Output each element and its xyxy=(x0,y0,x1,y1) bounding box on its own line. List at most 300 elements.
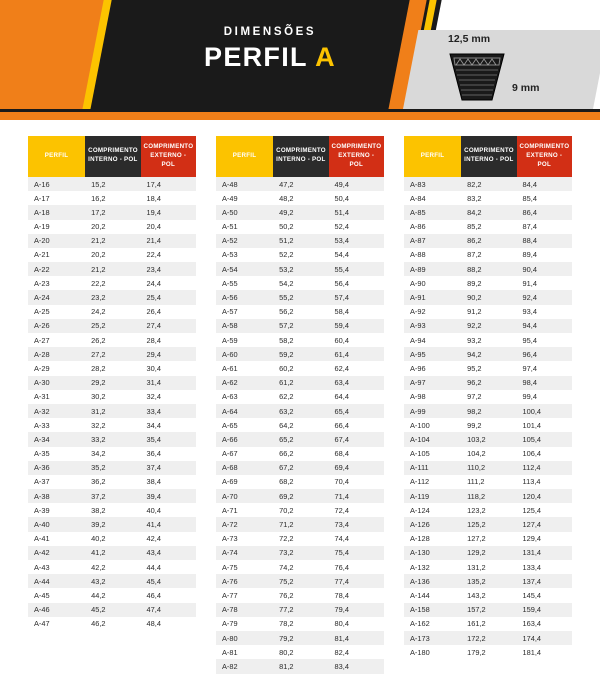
table-column-1 xyxy=(28,136,196,674)
cell-comprimento-externo: 80,4 xyxy=(334,619,349,629)
column-header-perfil: PERFIL xyxy=(216,136,273,177)
cell-comprimento-interno: 41,2 xyxy=(91,548,106,558)
table-header-1 xyxy=(28,136,196,177)
cell-comprimento-externo: 21,4 xyxy=(146,236,161,246)
cell-comprimento-interno: 83,2 xyxy=(467,193,482,203)
table-row xyxy=(28,489,196,503)
cell-comprimento-interno: 58,2 xyxy=(279,335,294,345)
table-row xyxy=(216,319,384,333)
cell-comprimento-externo: 82,4 xyxy=(334,647,349,657)
table-row xyxy=(216,205,384,219)
cell-comprimento-externo: 125,4 xyxy=(522,505,542,515)
cell-comprimento-externo: 76,4 xyxy=(334,562,349,572)
column-header-externo-line2: EXTERNO - POL xyxy=(338,151,375,168)
cell-perfil: A-57 xyxy=(222,307,238,317)
table-row xyxy=(404,333,572,347)
dimension-tables xyxy=(0,120,600,674)
table-row xyxy=(216,347,384,361)
cell-comprimento-externo: 41,4 xyxy=(146,520,161,530)
cell-comprimento-interno: 51,2 xyxy=(279,236,294,246)
cell-perfil: A-96 xyxy=(410,363,426,373)
column-header-externo-line2: EXTERNO - POL xyxy=(526,151,563,168)
cell-perfil: A-26 xyxy=(34,321,50,331)
cell-comprimento-interno: 85,2 xyxy=(467,222,482,232)
cell-comprimento-interno: 179,2 xyxy=(467,647,486,657)
table-row xyxy=(404,560,572,574)
cell-comprimento-externo: 129,4 xyxy=(522,534,542,544)
cell-comprimento-interno: 135,2 xyxy=(467,576,486,586)
cell-comprimento-externo: 30,4 xyxy=(146,363,161,373)
cell-perfil: A-72 xyxy=(222,520,238,530)
cell-comprimento-externo: 120,4 xyxy=(522,491,542,501)
cell-comprimento-interno: 44,2 xyxy=(91,590,106,600)
cell-comprimento-externo: 100,4 xyxy=(522,406,542,416)
cell-comprimento-externo: 51,4 xyxy=(334,207,349,217)
cell-perfil: A-112 xyxy=(410,477,430,487)
column-header-externo-line1: COMPRIMENTO xyxy=(519,143,570,150)
cell-comprimento-externo: 71,4 xyxy=(334,491,349,501)
cell-perfil: A-19 xyxy=(34,222,50,232)
cell-perfil: A-180 xyxy=(410,647,430,657)
cell-comprimento-interno: 45,2 xyxy=(91,605,106,615)
cell-perfil: A-69 xyxy=(222,477,238,487)
cell-perfil: A-111 xyxy=(410,463,429,473)
cell-comprimento-interno: 28,2 xyxy=(91,363,106,373)
cell-comprimento-interno: 64,2 xyxy=(279,420,294,430)
table-row xyxy=(216,191,384,205)
column-header-interno-line1: COMPRIMENTO xyxy=(276,147,326,155)
column-header-externo xyxy=(517,136,572,177)
cell-comprimento-interno: 43,2 xyxy=(91,576,106,586)
cell-comprimento-interno: 50,2 xyxy=(279,222,294,232)
cell-perfil: A-62 xyxy=(222,378,238,388)
table-row xyxy=(404,177,572,191)
table-row xyxy=(28,532,196,546)
cell-comprimento-externo: 74,4 xyxy=(334,534,349,544)
cell-comprimento-externo: 91,4 xyxy=(522,278,537,288)
cell-comprimento-interno: 23,2 xyxy=(91,293,106,303)
belt-diagram xyxy=(420,30,600,116)
table-header-row xyxy=(404,136,572,177)
table-body-1 xyxy=(28,177,196,631)
header-title-text: PERFIL xyxy=(204,42,308,72)
cell-comprimento-interno: 21,2 xyxy=(91,264,106,274)
table-row xyxy=(28,276,196,290)
table-row xyxy=(216,461,384,475)
column-header-perfil: PERFIL xyxy=(28,136,85,177)
cell-perfil: A-44 xyxy=(34,576,50,586)
cell-perfil: A-94 xyxy=(410,335,426,345)
cell-comprimento-externo: 64,4 xyxy=(334,392,349,402)
cell-perfil: A-49 xyxy=(222,193,238,203)
table-row xyxy=(216,447,384,461)
cell-perfil: A-20 xyxy=(34,236,50,246)
table-row xyxy=(28,588,196,602)
cell-comprimento-interno: 96,2 xyxy=(467,378,482,388)
cell-comprimento-interno: 172,2 xyxy=(467,633,486,643)
cell-perfil: A-80 xyxy=(222,633,238,643)
cell-comprimento-externo: 54,4 xyxy=(334,250,349,260)
cell-perfil: A-39 xyxy=(34,505,50,515)
cell-comprimento-externo: 90,4 xyxy=(522,264,537,274)
cell-perfil: A-25 xyxy=(34,307,50,317)
cell-comprimento-externo: 75,4 xyxy=(334,548,349,558)
table-row xyxy=(28,262,196,276)
header-title-accent: A xyxy=(315,42,336,72)
table-row xyxy=(28,305,196,319)
table-row xyxy=(404,432,572,446)
cell-comprimento-externo: 181,4 xyxy=(522,647,542,657)
cell-comprimento-externo: 19,4 xyxy=(146,207,161,217)
cell-comprimento-interno: 63,2 xyxy=(279,406,294,416)
cell-comprimento-interno: 52,2 xyxy=(279,250,294,260)
column-header-interno-line1: COMPRIMENTO xyxy=(464,147,514,155)
cell-comprimento-interno: 129,2 xyxy=(467,548,486,558)
cell-comprimento-interno: 26,2 xyxy=(91,335,106,345)
cell-perfil: A-67 xyxy=(222,449,238,459)
table-row xyxy=(404,603,572,617)
cell-comprimento-externo: 59,4 xyxy=(334,321,349,331)
cell-comprimento-externo: 159,4 xyxy=(522,605,542,615)
cell-comprimento-externo: 87,4 xyxy=(522,222,537,232)
cell-comprimento-interno: 30,2 xyxy=(91,392,106,402)
cell-perfil: A-86 xyxy=(410,222,426,232)
cell-perfil: A-66 xyxy=(222,434,238,444)
cell-comprimento-interno: 29,2 xyxy=(91,378,106,388)
cell-comprimento-interno: 15,2 xyxy=(91,179,106,189)
table-row xyxy=(404,191,572,205)
cell-perfil: A-22 xyxy=(34,264,50,274)
table-row xyxy=(404,234,572,248)
cell-comprimento-externo: 101,4 xyxy=(522,420,542,430)
table-row xyxy=(28,347,196,361)
table-row xyxy=(28,361,196,375)
cell-perfil: A-54 xyxy=(222,264,238,274)
table-row xyxy=(28,447,196,461)
cell-comprimento-externo: 50,4 xyxy=(334,193,349,203)
cell-perfil: A-60 xyxy=(222,349,238,359)
cell-comprimento-externo: 18,4 xyxy=(146,193,161,203)
cell-comprimento-interno: 53,2 xyxy=(279,264,294,274)
column-header-interno xyxy=(461,136,516,177)
cell-comprimento-interno: 16,2 xyxy=(91,193,106,203)
table-row xyxy=(216,546,384,560)
cell-perfil: A-144 xyxy=(410,590,430,600)
table-row xyxy=(404,489,572,503)
cell-comprimento-externo: 33,4 xyxy=(146,406,161,416)
table-row xyxy=(28,234,196,248)
cell-comprimento-externo: 98,4 xyxy=(522,378,537,388)
cell-perfil: A-132 xyxy=(410,562,430,572)
cell-comprimento-externo: 133,4 xyxy=(522,562,542,572)
cell-comprimento-externo: 25,4 xyxy=(146,293,161,303)
cell-comprimento-externo: 79,4 xyxy=(334,605,349,615)
cell-comprimento-interno: 71,2 xyxy=(279,520,294,530)
table-row xyxy=(28,603,196,617)
cell-perfil: A-98 xyxy=(410,392,426,402)
table-row xyxy=(404,574,572,588)
header-bottom-orange-rule xyxy=(0,112,600,120)
cell-perfil: A-87 xyxy=(410,236,426,246)
cell-comprimento-externo: 174,4 xyxy=(522,633,542,643)
column-header-externo-line1: COMPRIMENTO xyxy=(331,143,382,150)
cell-comprimento-externo: 67,4 xyxy=(334,434,349,444)
table-row xyxy=(28,475,196,489)
table-row xyxy=(28,432,196,446)
table-row xyxy=(404,617,572,631)
cell-comprimento-externo: 40,4 xyxy=(146,505,161,515)
cell-comprimento-externo: 73,4 xyxy=(334,520,349,530)
cell-comprimento-externo: 65,4 xyxy=(334,406,349,416)
belt-side-dimension-label: 9 mm xyxy=(512,82,540,94)
cell-comprimento-externo: 52,4 xyxy=(334,222,349,232)
table-row xyxy=(28,560,196,574)
cell-perfil: A-34 xyxy=(34,434,50,444)
v-belt-cross-section-icon xyxy=(448,52,506,102)
cell-perfil: A-63 xyxy=(222,392,238,402)
cell-comprimento-externo: 92,4 xyxy=(522,293,537,303)
table-row xyxy=(28,418,196,432)
cell-comprimento-interno: 20,2 xyxy=(91,250,106,260)
cell-perfil: A-78 xyxy=(222,605,238,615)
cell-comprimento-interno: 25,2 xyxy=(91,321,106,331)
cell-comprimento-interno: 49,2 xyxy=(279,207,294,217)
cell-comprimento-interno: 46,2 xyxy=(91,619,106,629)
table-row xyxy=(28,503,196,517)
cell-perfil: A-64 xyxy=(222,406,238,416)
cell-perfil: A-59 xyxy=(222,335,238,345)
table-row xyxy=(216,333,384,347)
cell-comprimento-interno: 125,2 xyxy=(467,520,486,530)
cell-comprimento-interno: 34,2 xyxy=(91,449,106,459)
cell-comprimento-interno: 143,2 xyxy=(467,590,486,600)
cell-comprimento-externo: 36,4 xyxy=(146,449,161,459)
column-header-interno xyxy=(85,136,140,177)
cell-comprimento-externo: 131,4 xyxy=(522,548,542,558)
cell-comprimento-externo: 60,4 xyxy=(334,335,349,345)
table-row xyxy=(216,659,384,673)
cell-perfil: A-24 xyxy=(34,293,50,303)
cell-perfil: A-136 xyxy=(410,576,430,586)
cell-comprimento-externo: 39,4 xyxy=(146,491,161,501)
cell-comprimento-externo: 34,4 xyxy=(146,420,161,430)
cell-comprimento-interno: 94,2 xyxy=(467,349,482,359)
cell-comprimento-externo: 43,4 xyxy=(146,548,161,558)
table-row xyxy=(28,574,196,588)
cell-comprimento-externo: 27,4 xyxy=(146,321,161,331)
cell-comprimento-externo: 112,4 xyxy=(522,463,541,473)
cell-perfil: A-91 xyxy=(410,293,426,303)
cell-perfil: A-32 xyxy=(34,406,50,416)
table-row xyxy=(404,546,572,560)
cell-comprimento-externo: 35,4 xyxy=(146,434,161,444)
cell-comprimento-externo: 49,4 xyxy=(334,179,349,189)
table-row xyxy=(216,489,384,503)
cell-comprimento-externo: 77,4 xyxy=(334,576,349,586)
table-row xyxy=(404,205,572,219)
cell-comprimento-interno: 27,2 xyxy=(91,349,106,359)
cell-comprimento-interno: 22,2 xyxy=(91,278,106,288)
cell-comprimento-externo: 127,4 xyxy=(522,520,542,530)
cell-comprimento-externo: 23,4 xyxy=(146,264,161,274)
cell-comprimento-externo: 105,4 xyxy=(522,434,542,444)
table-row xyxy=(216,517,384,531)
cell-comprimento-externo: 137,4 xyxy=(522,576,542,586)
table-body-3 xyxy=(404,177,572,659)
cell-comprimento-interno: 110,2 xyxy=(467,463,486,473)
cell-perfil: A-130 xyxy=(410,548,430,558)
cell-comprimento-externo: 46,4 xyxy=(146,590,161,600)
cell-comprimento-interno: 40,2 xyxy=(91,534,106,544)
cell-perfil: A-61 xyxy=(222,363,238,373)
table-row xyxy=(28,248,196,262)
cell-perfil: A-51 xyxy=(222,222,238,232)
cell-comprimento-externo: 99,4 xyxy=(522,392,537,402)
cell-comprimento-interno: 66,2 xyxy=(279,449,294,459)
cell-comprimento-interno: 86,2 xyxy=(467,236,482,246)
table-row xyxy=(404,290,572,304)
cell-comprimento-externo: 29,4 xyxy=(146,349,161,359)
cell-perfil: A-30 xyxy=(34,378,50,388)
cell-comprimento-interno: 82,2 xyxy=(467,179,482,189)
cell-comprimento-interno: 157,2 xyxy=(467,605,486,615)
cell-comprimento-externo: 17,4 xyxy=(146,179,161,189)
table-row xyxy=(216,475,384,489)
table-row xyxy=(404,220,572,234)
cell-perfil: A-55 xyxy=(222,278,238,288)
table-row xyxy=(216,177,384,191)
table-row xyxy=(28,290,196,304)
cell-comprimento-interno: 54,2 xyxy=(279,278,294,288)
header-kicker: DIMENSÕES xyxy=(223,26,317,38)
table-row xyxy=(216,220,384,234)
cell-perfil: A-128 xyxy=(410,534,430,544)
table-row xyxy=(28,617,196,631)
cell-comprimento-externo: 81,4 xyxy=(334,633,349,643)
column-header-interno-line2: INTERNO - POL xyxy=(464,156,514,164)
cell-perfil: A-79 xyxy=(222,619,238,629)
column-header-interno-line1: COMPRIMENTO xyxy=(88,147,138,155)
cell-comprimento-externo: 38,4 xyxy=(146,477,161,487)
cell-perfil: A-82 xyxy=(222,661,238,671)
cell-comprimento-interno: 127,2 xyxy=(467,534,486,544)
cell-comprimento-externo: 78,4 xyxy=(334,590,349,600)
cell-comprimento-externo: 83,4 xyxy=(334,661,349,671)
cell-comprimento-interno: 80,2 xyxy=(279,647,294,657)
table-row xyxy=(404,517,572,531)
table-row xyxy=(216,631,384,645)
cell-comprimento-interno: 39,2 xyxy=(91,520,106,530)
cell-comprimento-interno: 70,2 xyxy=(279,505,294,515)
cell-comprimento-interno: 95,2 xyxy=(467,363,482,373)
cell-comprimento-interno: 69,2 xyxy=(279,491,294,501)
cell-comprimento-interno: 90,2 xyxy=(467,293,482,303)
cell-perfil: A-42 xyxy=(34,548,50,558)
cell-perfil: A-75 xyxy=(222,562,238,572)
cell-comprimento-interno: 37,2 xyxy=(91,491,106,501)
cell-comprimento-interno: 36,2 xyxy=(91,477,106,487)
cell-perfil: A-99 xyxy=(410,406,426,416)
cell-comprimento-interno: 31,2 xyxy=(91,406,106,416)
table-row xyxy=(404,347,572,361)
table-row xyxy=(216,560,384,574)
cell-comprimento-interno: 55,2 xyxy=(279,293,294,303)
cell-perfil: A-93 xyxy=(410,321,426,331)
cell-comprimento-interno: 74,2 xyxy=(279,562,294,572)
table-row xyxy=(216,248,384,262)
cell-perfil: A-52 xyxy=(222,236,238,246)
cell-perfil: A-74 xyxy=(222,548,238,558)
table-row xyxy=(404,404,572,418)
table-row xyxy=(216,404,384,418)
cell-perfil: A-73 xyxy=(222,534,238,544)
cell-comprimento-externo: 113,4 xyxy=(522,477,541,487)
table-row xyxy=(216,617,384,631)
cell-perfil: A-46 xyxy=(34,605,50,615)
table-row xyxy=(28,461,196,475)
cell-perfil: A-84 xyxy=(410,193,426,203)
cell-perfil: A-41 xyxy=(34,534,50,544)
cell-comprimento-interno: 20,2 xyxy=(91,222,106,232)
table-row xyxy=(28,319,196,333)
cell-comprimento-externo: 63,4 xyxy=(334,378,349,388)
table-row xyxy=(404,319,572,333)
header-title xyxy=(120,42,420,73)
column-header-interno-line2: INTERNO - POL xyxy=(88,156,138,164)
cell-comprimento-interno: 103,2 xyxy=(467,434,486,444)
cell-comprimento-externo: 37,4 xyxy=(146,463,161,473)
table-row xyxy=(216,276,384,290)
cell-perfil: A-47 xyxy=(34,619,50,629)
cell-comprimento-interno: 123,2 xyxy=(467,505,486,515)
cell-comprimento-interno: 79,2 xyxy=(279,633,294,643)
cell-comprimento-interno: 57,2 xyxy=(279,321,294,331)
cell-perfil: A-126 xyxy=(410,520,430,530)
cell-comprimento-interno: 56,2 xyxy=(279,307,294,317)
cell-perfil: A-88 xyxy=(410,250,426,260)
cell-comprimento-interno: 88,2 xyxy=(467,264,482,274)
column-header-externo-line2: EXTERNO - POL xyxy=(150,151,187,168)
cell-perfil: A-76 xyxy=(222,576,238,586)
column-header-interno-line2: INTERNO - POL xyxy=(276,156,326,164)
table-body-2 xyxy=(216,177,384,674)
table-header-2 xyxy=(216,136,384,177)
cell-comprimento-interno: 93,2 xyxy=(467,335,482,345)
table-row xyxy=(216,603,384,617)
cell-comprimento-interno: 104,2 xyxy=(467,449,486,459)
table-row xyxy=(216,290,384,304)
cell-comprimento-interno: 73,2 xyxy=(279,548,294,558)
cell-comprimento-externo: 31,4 xyxy=(146,378,161,388)
table-row xyxy=(216,305,384,319)
table-row xyxy=(404,418,572,432)
dimension-table-3 xyxy=(404,136,572,659)
cell-comprimento-interno: 68,2 xyxy=(279,477,294,487)
cell-comprimento-interno: 131,2 xyxy=(467,562,486,572)
cell-perfil: A-89 xyxy=(410,264,426,274)
table-row xyxy=(404,475,572,489)
cell-perfil: A-158 xyxy=(410,605,430,615)
belt-top-dimension-label: 12,5 mm xyxy=(448,33,491,45)
cell-perfil: A-36 xyxy=(34,463,50,473)
cell-comprimento-externo: 89,4 xyxy=(522,250,537,260)
table-row xyxy=(28,177,196,191)
cell-comprimento-externo: 68,4 xyxy=(334,449,349,459)
cell-comprimento-interno: 17,2 xyxy=(91,207,106,217)
table-row xyxy=(28,546,196,560)
table-column-3 xyxy=(404,136,572,674)
cell-perfil: A-35 xyxy=(34,449,50,459)
